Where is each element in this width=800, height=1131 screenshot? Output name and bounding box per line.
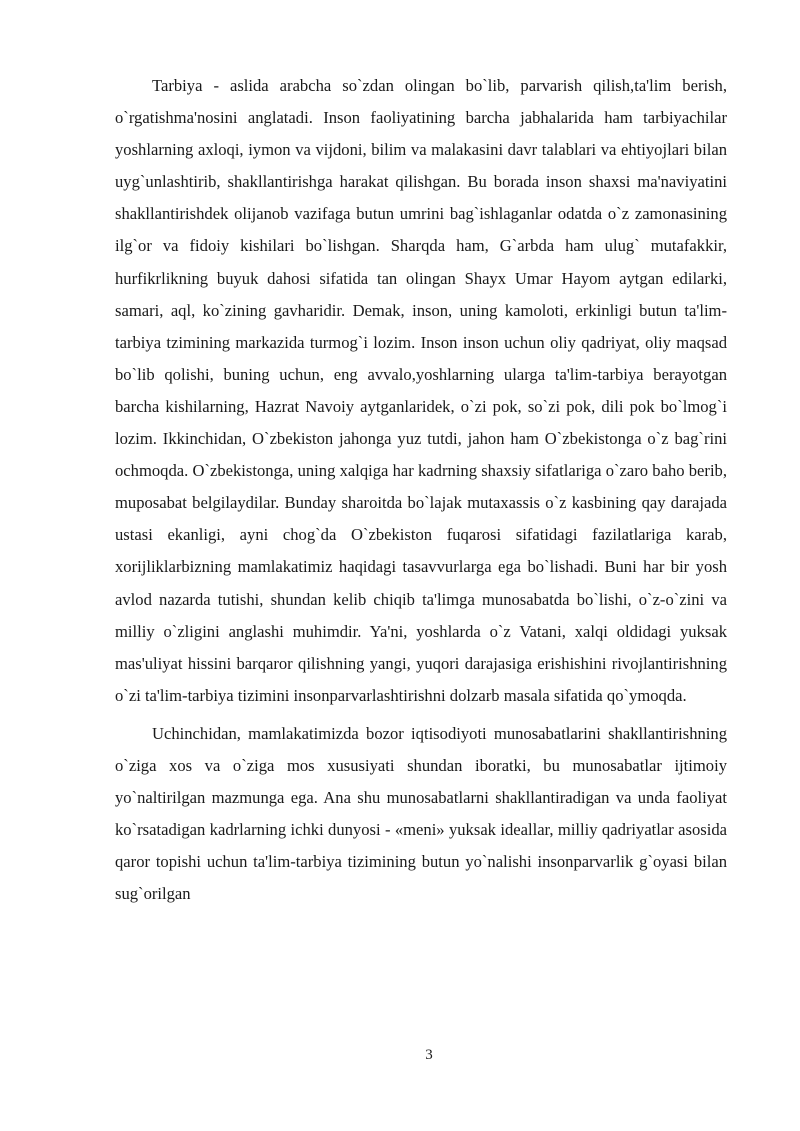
paragraph-uchinchidan: Uchinchidan, mamlakatimizda bozor iqtisodiyoti munosabatlarini shakllantirishning o`ziga xos va o`ziga mos xususiyati shundan iboratki, bu munosabatlar ijtimoiy yo`naltirilgan mazmunga ega. Ana shu munosabatlarni shakllantiradigan va unda faoliyat ko`rsatadigan kadrlarning ichki dunyosi - «meni» yuksak ideallar, milliy qadriyatlar asosida qaror topishi uchun ta'lim-tarbiya tizimining butun yo`nalishi insonparvarlik g`oyasi bilan sug`orilgan [115,723,727,904]
paragraph-tarbiya: Tarbiya - aslida arabcha so`zdan olingan bo`lib, parvarish qilish,ta'lim berish, o`rgatishma'nosini anglatadi. Inson faoliyatining barcha jabhalarida ham tarbiyachilar yoshlarning axloqi, iymon va vijdoni, bilim va malakasini davr talablari va ehtiyojlari bilan uyg`unlashtirib, shakllantirishga harakat qilishgan. Bu borada inson shaxsi ma'naviyatini shakllantirishdek olijanob vazifaga butun umrini bag`ishlaganlar odatda o`z zamonasining ilg`or va fidoiy kishilari bo`lishgan. Sharqda ham, G`arbda ham ulug` mutafakkir, hurfikrlikning buyuk dahosi sifatida tan olingan Shayx Umar Hayom aytgan edilarki, samari, aql, ko`zining gavharidir. Demak, inson, uning kamoloti, erkinligi butun ta'lim-tarbiya tzimining markazida turmog`i lozim. Inson inson uchun oliy qadriyat, oliy maqsad bo`lib qolishi, buning uchun, eng avvalo,yoshlarning ularga ta'lim-tarbiya berayotgan barcha kishilarning, Hazrat Navoiy aytganlaridek, o`zi pok, so`zi pok, dili pok bo`lmog`i lozim. Ikkinchidan, O`zbekiston jahonga yuz tutdi, jahon ham O`zbekistonga o`z bag`rini ochmoqda. O`zbekistonga, uning xalqiga har kadrning shaxsiy sifatlariga o`zaro baho berib, muposabat belgilaydilar. Bunday sharoitda bo`lajak mutaxassis o`z kasbining qay darajada ustasi ekanligi, ayni chog`da O`zbekiston fuqarosi sifatidagi fazilatlariga karab, xorijliklarbizning mamlakatimiz haqidagi tasavvurlarga ega bo`lishadi. Buni har bir yosh avlod nazarda tutishi, shundan kelib chiqib ta'limga munosabatda bo`lishi, o`z-o`zini va milliy o`zligini anglashi muhimdir. Ya'ni, yoshlarda o`z Vatani, xalqi oldidagi yuksak mas'uliyat hissini barqaror qilishning yangi, yuqori darajasiga erishishini rivojlantirishning o`zi ta'lim-tarbiya tizimini insonparvarlashtirishni dolzarb masala sifatida qo`ymoqda. [115,76,727,705]
document-body [115,70,727,910]
page-number: 3 [425,1047,433,1063]
